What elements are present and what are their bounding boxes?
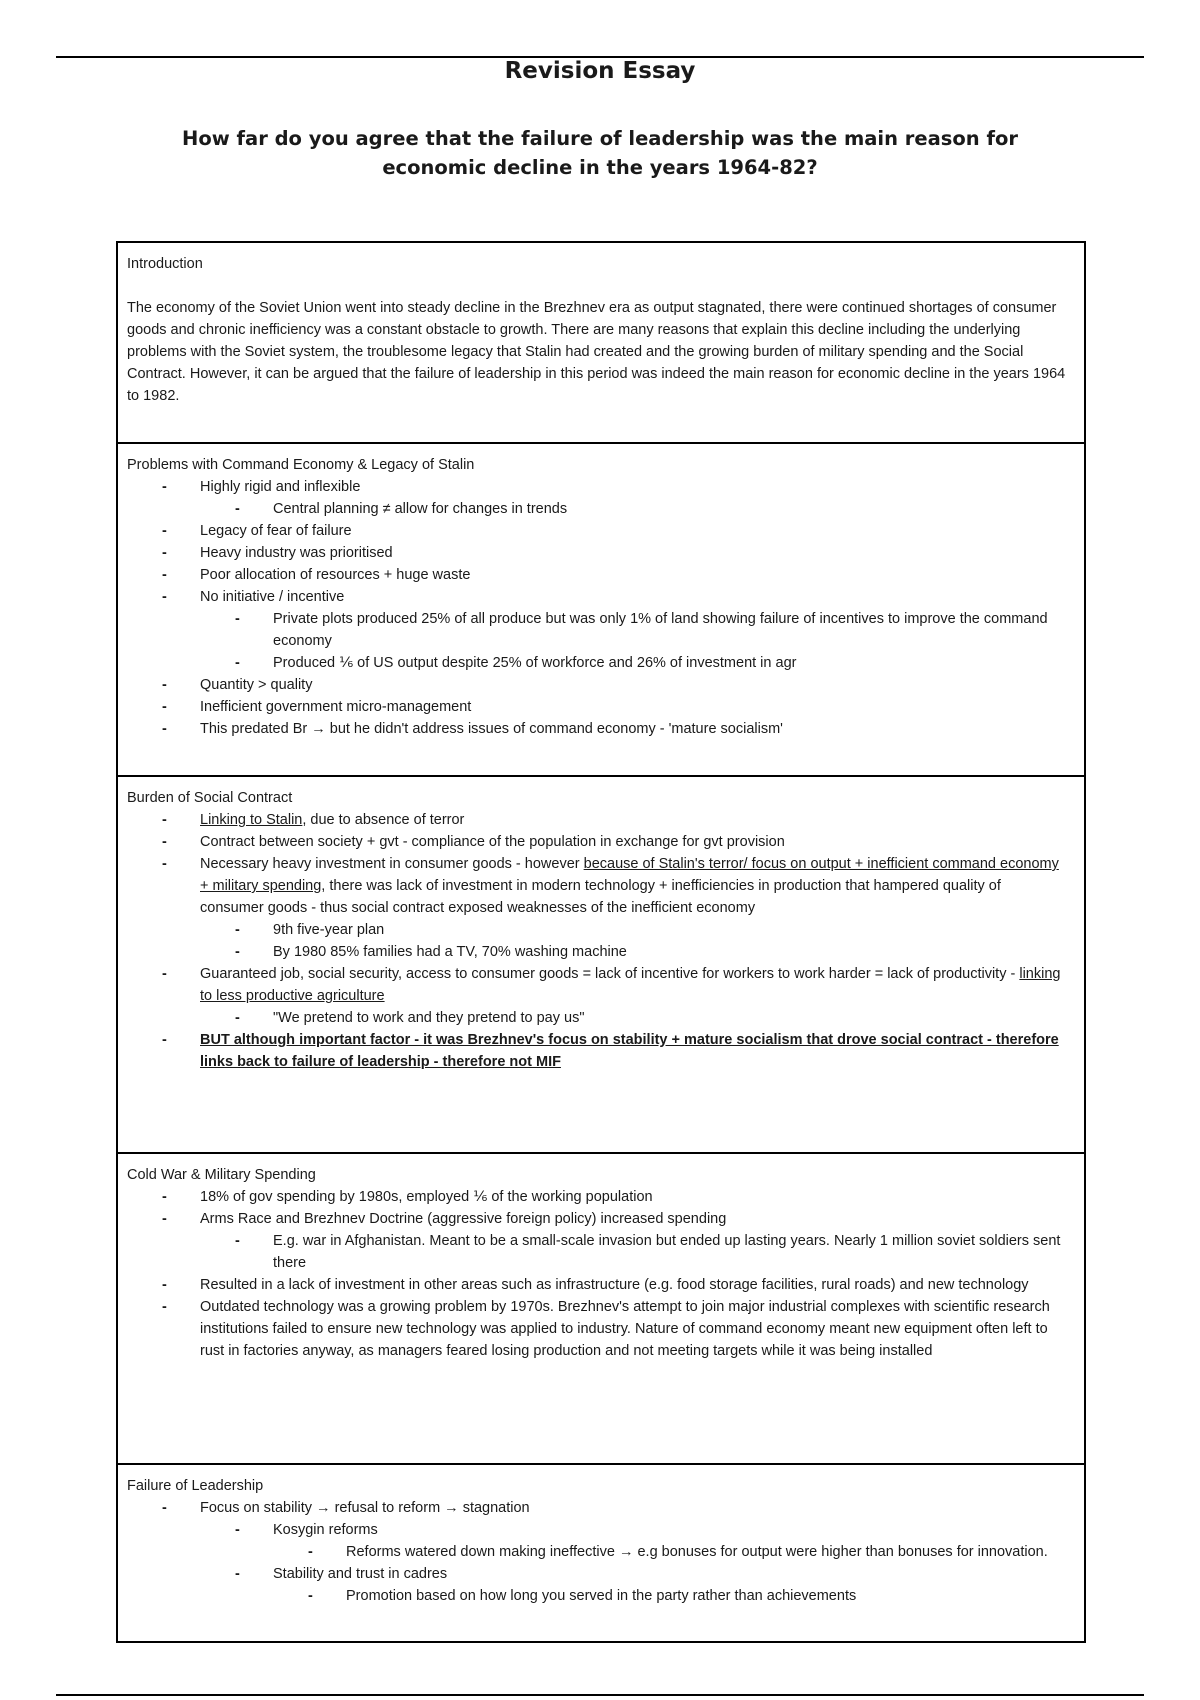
list-item <box>127 1519 1068 1541</box>
sub-bullet-list <box>127 608 1068 674</box>
bullet-text: Produced ⅙ of US output despite 25% of workforce and 26% of investment in agr <box>273 655 797 671</box>
bullet-text: Central planning ≠ allow for changes in trends <box>273 501 568 517</box>
underlined-text: because of Stalin's terror/ focus on output + inefficient command economy + military spending <box>200 856 1059 894</box>
list-item <box>127 520 1068 542</box>
sub-sub-bullet-list <box>127 1541 1068 1563</box>
essay-question: How far do you agree that the failure of leadership was the main reason for economic decline in the years 1964-82? <box>182 127 1018 179</box>
bullet-dash: - <box>162 1211 167 1227</box>
bullet-list <box>127 1497 1068 1519</box>
bullet-text: Contract between society + gvt - compliance of the population in exchange for gvt provision <box>200 834 785 850</box>
section-heading: Introduction <box>127 256 203 272</box>
bullet-dash: - <box>235 611 240 627</box>
list-item <box>127 1208 1068 1230</box>
conclusion-text: BUT although important factor - it was Brezhnev's focus on stability + mature socialism that drove social contract - therefore links back to failure of leadership - therefore not MIF <box>200 1032 1059 1070</box>
list-item <box>127 608 1068 652</box>
bullet-list <box>127 963 1068 1007</box>
list-item <box>127 542 1068 564</box>
bullet-text: Arms Race and Brezhnev Doctrine (aggressive foreign policy) increased spending <box>200 1211 727 1227</box>
bullet-dash: - <box>162 589 167 605</box>
section-heading: Failure of Leadership <box>127 1478 264 1494</box>
list-item <box>127 1563 1068 1585</box>
list-item <box>127 1230 1068 1274</box>
sub-bullet-list <box>127 919 1068 963</box>
bullet-list <box>127 1186 1068 1230</box>
bullet-text: Necessary heavy investment in consumer goods - however <box>200 856 584 872</box>
bullet-dash: - <box>162 699 167 715</box>
document-title: Revision Essay <box>504 58 696 84</box>
list-item <box>127 1497 1068 1519</box>
bullet-text: , there was lack of investment in modern technology + inefficiencies in production that hampered quality of consumer goods - thus social contract exposed weaknesses of the inefficient economy <box>200 878 1001 916</box>
list-item <box>127 809 1068 831</box>
list-item <box>127 1274 1068 1296</box>
bullet-text: Poor allocation of resources + huge waste <box>200 567 471 583</box>
bullet-text: Quantity > quality <box>200 677 313 693</box>
list-item <box>127 963 1068 1007</box>
bullet-dash: - <box>235 501 240 517</box>
list-item <box>127 498 1068 520</box>
sub-bullet-list <box>127 498 1068 520</box>
bullet-dash: - <box>308 1544 313 1560</box>
list-item <box>127 652 1068 674</box>
bullet-dash: - <box>235 655 240 671</box>
sub-bullet-list <box>127 1230 1068 1274</box>
bullet-dash: - <box>162 1189 167 1205</box>
bullet-list <box>127 1274 1068 1362</box>
bullet-text: , due to absence of terror <box>302 812 465 828</box>
bullet-dash: - <box>162 812 167 828</box>
list-item <box>127 831 1068 853</box>
bullet-list <box>127 1029 1068 1073</box>
bullet-dash: - <box>162 1032 167 1048</box>
bullet-dash: - <box>162 966 167 982</box>
list-item <box>127 1541 1068 1563</box>
bullet-text: Inefficient government micro-management <box>200 699 472 715</box>
bullet-dash: - <box>162 1277 167 1293</box>
introduction-text: The economy of the Soviet Union went into steady decline in the Brezhnev era as output stagnated, there were continued shortages of consumer goods and chronic inefficiency was a constant obstacle to growth. There are many reasons that explain this decline including the underlying problems with the Soviet system, the troublesome legacy that Stalin had created and the growing burden of military spending and the Social Contract. However, it can be argued that the failure of leadership in this period was indeed the main reason for economic decline in the years 1964 to 1982. <box>127 300 1066 404</box>
bullet-text: E.g. war in Afghanistan. Meant to be a small-scale invasion but ended up lasting years. Nearly 1 million soviet soldiers sent there <box>273 1233 1061 1271</box>
bullet-text: Legacy of fear of failure <box>200 523 352 539</box>
list-item <box>127 853 1068 919</box>
list-item <box>127 1186 1068 1208</box>
section-heading: Problems with Command Economy & Legacy of Stalin <box>127 457 475 473</box>
bullet-text: 18% of gov spending by 1980s, employed ⅙ of the working population <box>200 1189 653 1205</box>
bullet-text: By 1980 85% families had a TV, 70% washing machine <box>273 944 627 960</box>
section-heading: Cold War & Military Spending <box>127 1167 316 1183</box>
bullet-text: Promotion based on how long you served in the party rather than achievements <box>346 1588 857 1604</box>
section-cold-war <box>118 1154 1084 1465</box>
section-heading: Burden of Social Contract <box>127 790 293 806</box>
section-social-contract <box>118 777 1084 1154</box>
list-item <box>127 941 1068 963</box>
bullet-text: Heavy industry was prioritised <box>200 545 393 561</box>
bullet-list <box>127 809 1068 919</box>
list-item <box>127 919 1068 941</box>
list-item <box>127 476 1068 498</box>
list-item <box>127 586 1068 608</box>
bullet-text: Focus on stability → refusal to reform → stagnation <box>200 1500 530 1516</box>
bullet-list <box>127 674 1068 740</box>
bullet-text: Guaranteed job, social security, access to consumer goods = lack of incentive for workers to work harder = lack of productivity - <box>200 966 1020 982</box>
bullet-dash: - <box>162 1299 167 1315</box>
list-item <box>127 564 1068 586</box>
bullet-text: Private plots produced 25% of all produce but was only 1% of land showing failure of incentives to improve the command economy <box>273 611 1048 649</box>
list-item <box>127 1007 1068 1029</box>
bullet-dash: - <box>235 1522 240 1538</box>
bullet-text: Reforms watered down making ineffective → e.g bonuses for output were higher than bonuses for innovation. <box>346 1544 1048 1560</box>
section-introduction <box>118 243 1084 444</box>
essay-plan-table <box>116 241 1086 1643</box>
underlined-text: Linking to Stalin <box>200 812 303 828</box>
bullet-text: Resulted in a lack of investment in other areas such as infrastructure (e.g. food storage facilities, rural roads) and new technology <box>200 1277 1029 1293</box>
bullet-dash: - <box>162 567 167 583</box>
sub-sub-bullet-list <box>127 1585 1068 1607</box>
bullet-dash: - <box>235 1010 240 1026</box>
underlined-text: linking to less productive agriculture <box>200 966 1061 1004</box>
list-item <box>127 1585 1068 1607</box>
sub-bullet-list <box>127 1563 1068 1585</box>
bullet-list <box>127 520 1068 608</box>
bullet-dash: - <box>162 523 167 539</box>
bullet-dash: - <box>162 677 167 693</box>
list-item <box>127 1029 1068 1073</box>
bullet-dash: - <box>162 479 167 495</box>
bullet-text: No initiative / incentive <box>200 589 345 605</box>
list-item <box>127 696 1068 718</box>
list-item <box>127 674 1068 696</box>
bullet-dash: - <box>162 1500 167 1516</box>
section-failure-of-leadership <box>118 1465 1084 1641</box>
sub-bullet-list <box>127 1007 1068 1029</box>
bullet-dash: - <box>235 944 240 960</box>
bullet-text: Kosygin reforms <box>273 1522 378 1538</box>
bullet-text: This predated Br → but he didn't address issues of command economy - 'mature socialism' <box>200 721 783 737</box>
bottom-rule <box>56 1694 1144 1696</box>
bullet-text: Stability and trust in cadres <box>273 1566 448 1582</box>
sub-bullet-list <box>127 1519 1068 1541</box>
bullet-dash: - <box>162 721 167 737</box>
section-command-economy <box>118 444 1084 777</box>
bullet-dash: - <box>162 834 167 850</box>
bullet-text: Highly rigid and inflexible <box>200 479 361 495</box>
list-item <box>127 1296 1068 1362</box>
quote-text: "We pretend to work and they pretend to pay us" <box>273 1010 585 1026</box>
bullet-text: Outdated technology was a growing problem by 1970s. Brezhnev's attempt to join major industrial complexes with scientific research institutions failed to ensure new technology was applied to industry. Nature of command economy meant new equipment often left to rust in factories anyway, as managers feared losing production and not meeting targets while it was being installed <box>200 1299 1050 1359</box>
bullet-dash: - <box>308 1588 313 1604</box>
bullet-list <box>127 476 1068 498</box>
bullet-text: 9th five-year plan <box>273 922 385 938</box>
bullet-dash: - <box>162 545 167 561</box>
bullet-dash: - <box>162 856 167 872</box>
bullet-dash: - <box>235 1233 240 1249</box>
list-item <box>127 718 1068 740</box>
bullet-dash: - <box>235 1566 240 1582</box>
bullet-dash: - <box>235 922 240 938</box>
